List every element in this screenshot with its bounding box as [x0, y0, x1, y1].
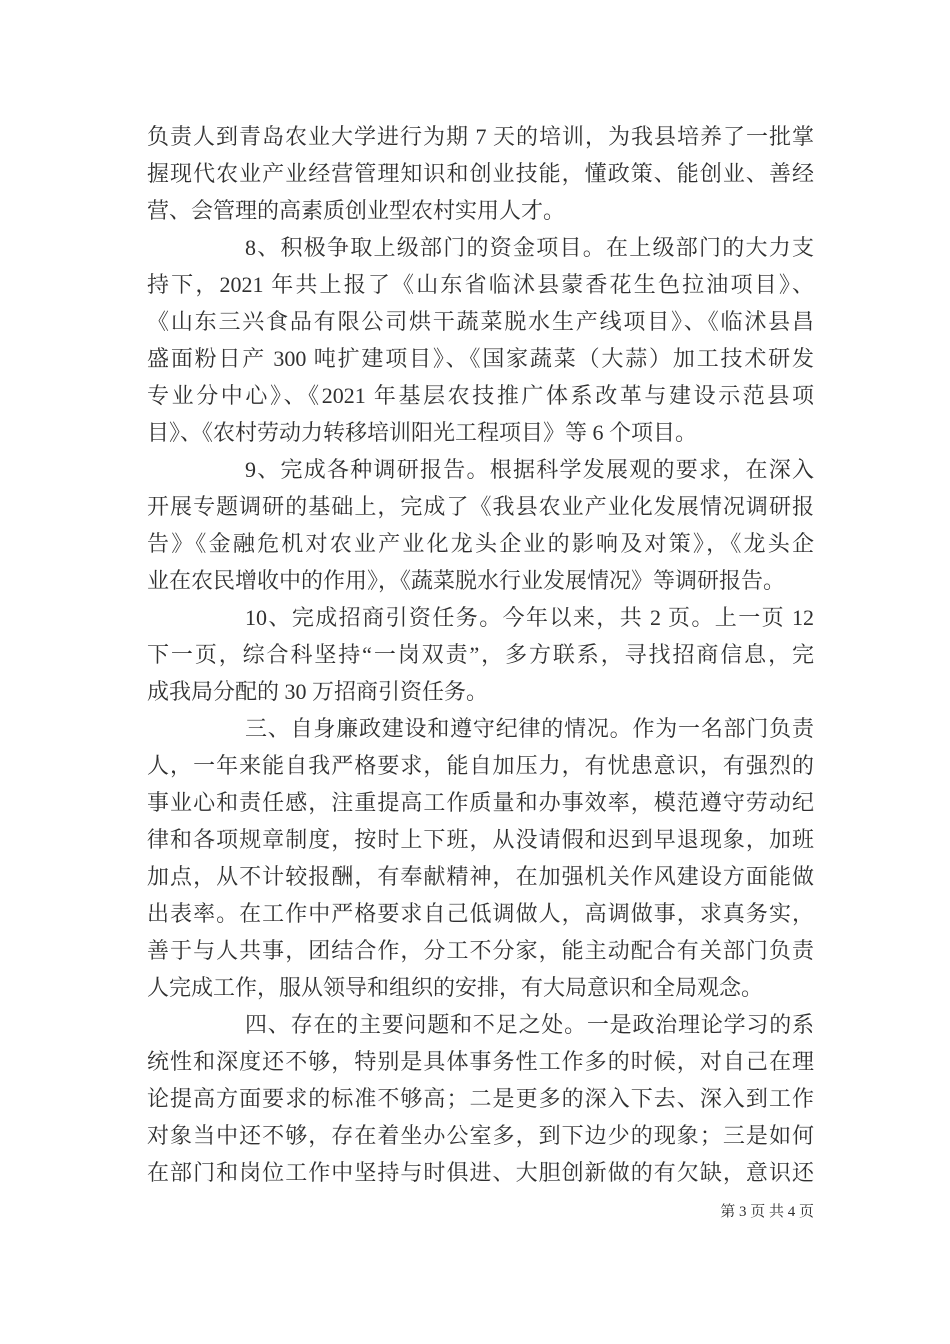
text-line: 四、存在的主要问题和不足之处。一是政治理论学习的系: [245, 1012, 814, 1037]
text-line: 营、会管理的高素质创业型农村实用人才。: [147, 198, 566, 223]
text-line: 开展专题调研的基础上，完成了《我县农业产业化发展情况调研报: [147, 494, 814, 519]
text-line: 成我局分配的 30 万招商引资任务。: [147, 679, 489, 704]
text-line: 10、完成招商引资任务。今年以来，共 2 页。上一页 12: [245, 605, 814, 630]
text-line: 三、自身廉政建设和遵守纪律的情况。作为一名部门负责: [245, 716, 814, 741]
text-line: 出表率。在工作中严格要求自己低调做人，高调做事，求真务实，: [147, 901, 814, 926]
text-line: 下一页，综合科坚持“一岗双责”，多方联系，寻找招商信息，完: [147, 642, 814, 667]
text-line: 统性和深度还不够，特别是具体事务性工作多的时候，对自己在理: [147, 1049, 814, 1074]
text-line: 论提高方面要求的标准不够高；二是更多的深入下去、深入到工作: [147, 1086, 814, 1111]
text-line: 专业分中心》、《2021 年基层农技推广体系改革与建设示范县项: [147, 383, 814, 408]
text-line: 盛面粉日产 300 吨扩建项目》、《国家蔬菜（大蒜）加工技术研发: [147, 346, 814, 371]
text-line: 负责人到青岛农业大学进行为期 7 天的培训，为我县培养了一批掌: [147, 124, 814, 149]
text-line: 业在农民增收中的作用》，《蔬菜脱水行业发展情况》等调研报告。: [147, 568, 786, 593]
text-line: 人，一年来能自我严格要求，能自加压力，有忧患意识，有强烈的: [147, 753, 814, 778]
text-line: 握现代农业产业经营管理知识和创业技能，懂政策、能创业、善经: [147, 161, 814, 186]
text-line: 加点，从不计较报酬，有奉献精神，在加强机关作风建设方面能做: [147, 864, 814, 889]
text-line: 目》、《农村劳动力转移培训阳光工程项目》等 6 个项目。: [147, 420, 698, 445]
text-line: 律和各项规章制度，按时上下班，从没请假和迟到早退现象，加班: [147, 827, 814, 852]
text-line: 9、完成各种调研报告。根据科学发展观的要求，在深入: [245, 457, 814, 482]
text-line: 在部门和岗位工作中坚持与时俱进、大胆创新做的有欠缺，意识还: [147, 1160, 814, 1185]
text-line: 对象当中还不够，存在着坐办公室多，到下边少的现象；三是如何: [147, 1123, 814, 1148]
text-line: 8、积极争取上级部门的资金项目。在上级部门的大力支: [245, 235, 814, 260]
text-line: 告》《金融危机对农业产业化龙头企业的影响及对策》，《龙头企: [147, 531, 814, 556]
page-number-footer: 第 3 页 共 4 页: [720, 1204, 814, 1220]
text-line: 持下，2021 年共上报了《山东省临沭县蒙香花生色拉油项目》、: [147, 272, 814, 297]
text-line: 事业心和责任感，注重提高工作质量和办事效率，模范遵守劳动纪: [147, 790, 814, 815]
text-line: 人完成工作，服从领导和组织的安排，有大局意识和全局观念。: [147, 975, 764, 1000]
document-body: [147, 118, 814, 1191]
text-line: 善于与人共事，团结合作，分工不分家，能主动配合有关部门负责: [147, 938, 814, 963]
text-line: 《山东三兴食品有限公司烘干蔬菜脱水生产线项目》、《临沭县昌: [147, 309, 814, 334]
